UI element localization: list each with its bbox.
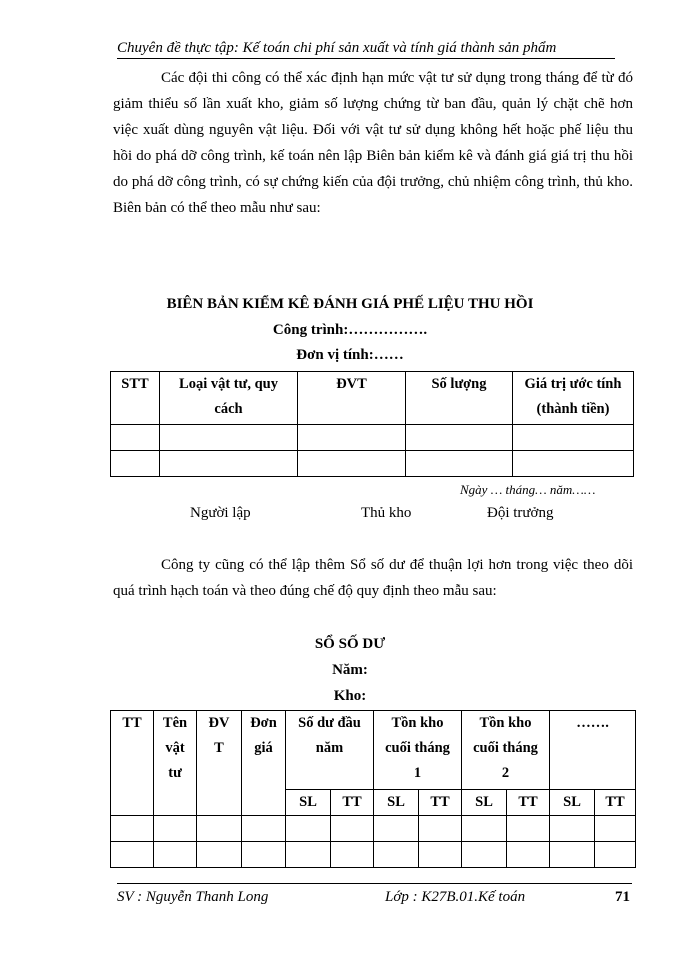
subcol-sl: SL: [462, 790, 507, 816]
form2-title: SỔ SỐ DƯ: [314, 636, 386, 652]
page-footer: [117, 883, 632, 908]
subcol-sl: SL: [286, 790, 331, 816]
subcol-tt: TT: [507, 790, 550, 816]
signer-nguoi-lap: Người lập: [190, 505, 251, 521]
col-so-du-dau-nam: Số dư đầu năm: [286, 711, 374, 790]
paragraph-1: Các đội thi công có thể xác định hạn mức vật tư sử dụng trong tháng để từ đó giảm thiểu số lần xuất kho, giảm số lượng chứng từ ban đầu, quản lý chặt chẽ hơn việc xuất dùng nguyên vật liệu. Đối với vật tư sử dụng không hết hoặc phế liệu thu hồi do phá dỡ công trình, kế toán nên lập Biên bản kiểm kê và đánh giá giá trị thu hồi do phá dỡ công trình, có sự chứng kiến của đội trưởng, chủ nhiệm công trình, thủ kho. Biên bản có thể theo mẫu như sau:: [113, 70, 633, 216]
col-dvt: ĐVT: [298, 372, 406, 425]
col-ton-kho-thang-2: Tồn kho cuối tháng 2: [462, 711, 550, 790]
col-loai-vat-tu: Loại vật tư, quy cách: [160, 372, 298, 425]
form2-year: Năm:: [332, 662, 368, 678]
table-row: [111, 816, 636, 842]
signer-thu-kho: Thủ kho: [361, 505, 412, 521]
form1-table: [110, 371, 634, 477]
form2-warehouse: Kho:: [333, 688, 367, 704]
page-number: 71: [615, 889, 630, 905]
table-row: [111, 425, 634, 451]
paragraph-2: Công ty cũng có thể lập thêm Sổ số dư để thuận lợi hơn trong việc theo dõi quá trình hạch toán và theo đúng chế độ quy định theo mẫu sau:: [113, 557, 633, 599]
page-header: Chuyên đề thực tập: Kế toán chi phí sản xuất và tính giá thành sản phẩm: [117, 40, 615, 59]
col-more: …….: [550, 711, 636, 790]
footer-student: SV : Nguyễn Thanh Long: [117, 889, 269, 905]
form1-project-line: Công trình:…………….: [272, 322, 428, 338]
form1-unit-line: Đơn vị tính:……: [296, 347, 404, 363]
subcol-tt: TT: [419, 790, 462, 816]
subcol-tt: TT: [331, 790, 374, 816]
table-row: [111, 842, 636, 868]
subcol-sl: SL: [374, 790, 419, 816]
col-dvt: ĐV T: [197, 711, 242, 816]
col-so-luong: Số lượng: [406, 372, 513, 425]
col-don-gia: Đơn giá: [242, 711, 286, 816]
col-ton-kho-thang-1: Tồn kho cuối tháng 1: [374, 711, 462, 790]
form1-title: BIÊN BẢN KIỂM KÊ ĐÁNH GIÁ PHẾ LIỆU THU HỒI: [166, 296, 534, 312]
col-tt: TT: [111, 711, 154, 816]
table-row: [111, 451, 634, 477]
subcol-sl: SL: [550, 790, 595, 816]
form2-table: [110, 710, 636, 868]
date-line: Ngày … tháng… năm……: [460, 482, 596, 497]
signer-doi-truong: Đội trưởng: [487, 505, 554, 521]
col-ten-vat-tu: Tên vật tư: [154, 711, 197, 816]
footer-class: Lớp : K27B.01.Kế toán: [385, 889, 526, 905]
col-stt: STT: [111, 372, 160, 425]
subcol-tt: TT: [595, 790, 636, 816]
col-gia-tri: Giá trị ước tính (thành tiền): [513, 372, 634, 425]
